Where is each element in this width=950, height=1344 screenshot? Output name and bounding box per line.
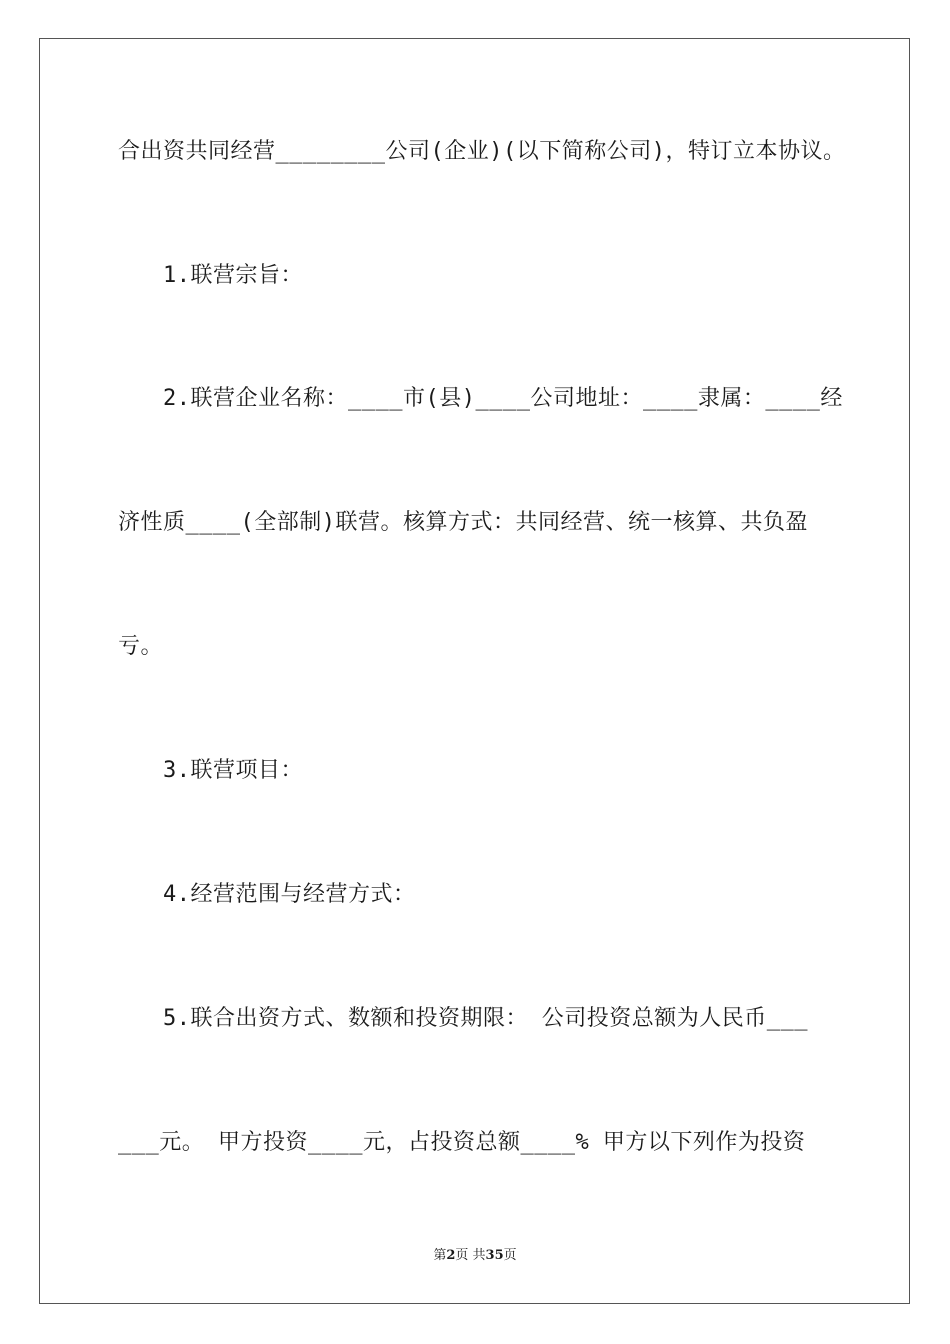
text-line-7: 4.经营范围与经营方式： xyxy=(163,882,416,907)
text-line-6: 3.联营项目： xyxy=(163,758,303,783)
page-prefix: 第 xyxy=(433,1248,447,1263)
text-line-8: 5.联合出资方式、数额和投资期限： 公司投资总额为人民币___ xyxy=(163,1006,808,1031)
page-total: 35 xyxy=(485,1248,504,1263)
text-line-1: 合出资共同经营________公司(企业)(以下简称公司)，特订立本协议。 xyxy=(118,139,846,164)
page-border xyxy=(39,38,910,1304)
page-mid: 页 共 xyxy=(455,1248,486,1263)
page-number-footer xyxy=(0,1246,950,1266)
text-line-5: 亏。 xyxy=(118,634,164,659)
text-line-4: 济性质____(全部制)联营。核算方式：共同经营、统一核算、共负盈 xyxy=(118,510,808,535)
text-line-9: ___元。 甲方投资____元，占投资总额____% 甲方以下列作为投资 xyxy=(118,1130,806,1155)
page-suffix: 页 xyxy=(503,1248,517,1263)
text-line-3: 2.联营企业名称：____市(县)____公司地址：____隶属：____经 xyxy=(163,386,843,411)
page-current: 2 xyxy=(446,1248,456,1263)
text-line-2: 1.联营宗旨： xyxy=(163,263,303,288)
